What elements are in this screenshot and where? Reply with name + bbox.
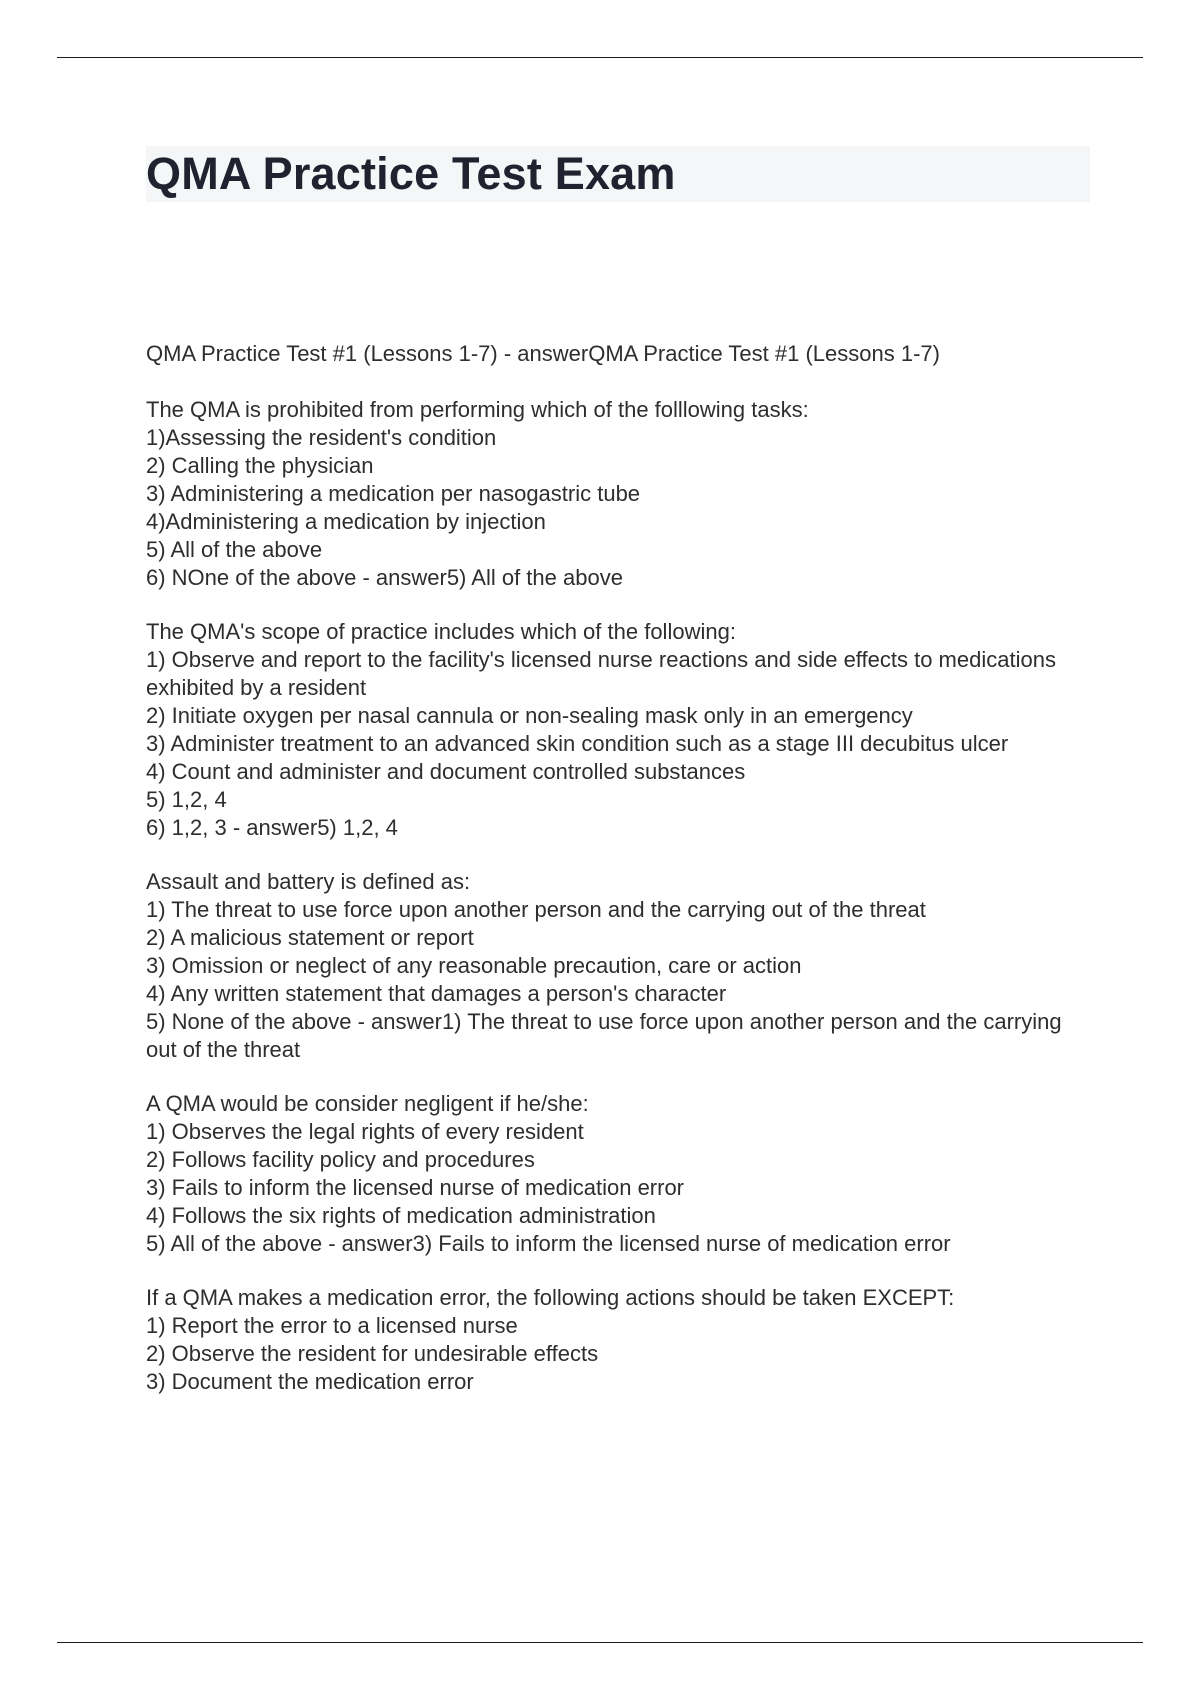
- option-line: 3) Document the medication error: [146, 1369, 474, 1394]
- option-line: 3) Administer treatment to an advanced skin condition such as a stage III decubitus ulcer: [146, 731, 1009, 756]
- option-line: 5) All of the above: [146, 537, 323, 562]
- question-block: [146, 618, 1086, 842]
- option-line: 1) Observes the legal rights of every resident: [146, 1119, 584, 1144]
- option-line: 4) Count and administer and document controlled substances: [146, 759, 746, 784]
- option-line: 3) Omission or neglect of any reasonable precaution, care or action: [146, 953, 802, 978]
- document-body: [146, 340, 1086, 1422]
- option-line: 2) Observe the resident for undesirable effects: [146, 1341, 599, 1366]
- question-block: [146, 1284, 1086, 1396]
- question-text: Assault and battery is defined as:: [146, 869, 471, 894]
- top-rule: [57, 57, 1143, 58]
- option-line: 3) Administering a medication per nasogastric tube: [146, 481, 641, 506]
- option-line: 6) NOne of the above - answer5) All of the above: [146, 565, 623, 590]
- option-line: 6) 1,2, 3 - answer5) 1,2, 4: [146, 815, 398, 840]
- document-title: QMA Practice Test Exam: [146, 148, 676, 199]
- option-line: 2) A malicious statement or report: [146, 925, 474, 950]
- question-text: The QMA's scope of practice includes which of the following:: [146, 619, 736, 644]
- option-line: 1) Observe and report to the facility's licensed nurse reactions and side effects to medications exhibited by a resident: [146, 647, 1056, 700]
- option-line: 5) None of the above - answer1) The threat to use force upon another person and the carrying out of the threat: [146, 1009, 1062, 1062]
- option-line: 1) Report the error to a licensed nurse: [146, 1313, 518, 1338]
- option-line: 2) Initiate oxygen per nasal cannula or non-sealing mask only in an emergency: [146, 703, 913, 728]
- option-line: 1)Assessing the resident's condition: [146, 425, 497, 450]
- option-line: 4) Any written statement that damages a person's character: [146, 981, 727, 1006]
- option-line: 2) Calling the physician: [146, 453, 374, 478]
- question-text: A QMA would be consider negligent if he/she:: [146, 1091, 589, 1116]
- option-line: 2) Follows facility policy and procedures: [146, 1147, 535, 1172]
- option-line: 4) Follows the six rights of medication administration: [146, 1203, 656, 1228]
- option-line: 3) Fails to inform the licensed nurse of medication error: [146, 1175, 685, 1200]
- bottom-rule: [57, 1642, 1143, 1643]
- intro-line: QMA Practice Test #1 (Lessons 1-7) - answerQMA Practice Test #1 (Lessons 1-7): [146, 341, 940, 366]
- option-line: 5) 1,2, 4: [146, 787, 227, 812]
- question-block: [146, 1090, 1086, 1258]
- question-text: If a QMA makes a medication error, the following actions should be taken EXCEPT:: [146, 1285, 955, 1310]
- question-text: The QMA is prohibited from performing which of the folllowing tasks:: [146, 397, 809, 422]
- option-line: 1) The threat to use force upon another person and the carrying out of the threat: [146, 897, 926, 922]
- question-block: [146, 396, 1086, 592]
- option-line: 5) All of the above - answer3) Fails to inform the licensed nurse of medication error: [146, 1231, 951, 1256]
- option-line: 4)Administering a medication by injection: [146, 509, 546, 534]
- question-block: [146, 868, 1086, 1064]
